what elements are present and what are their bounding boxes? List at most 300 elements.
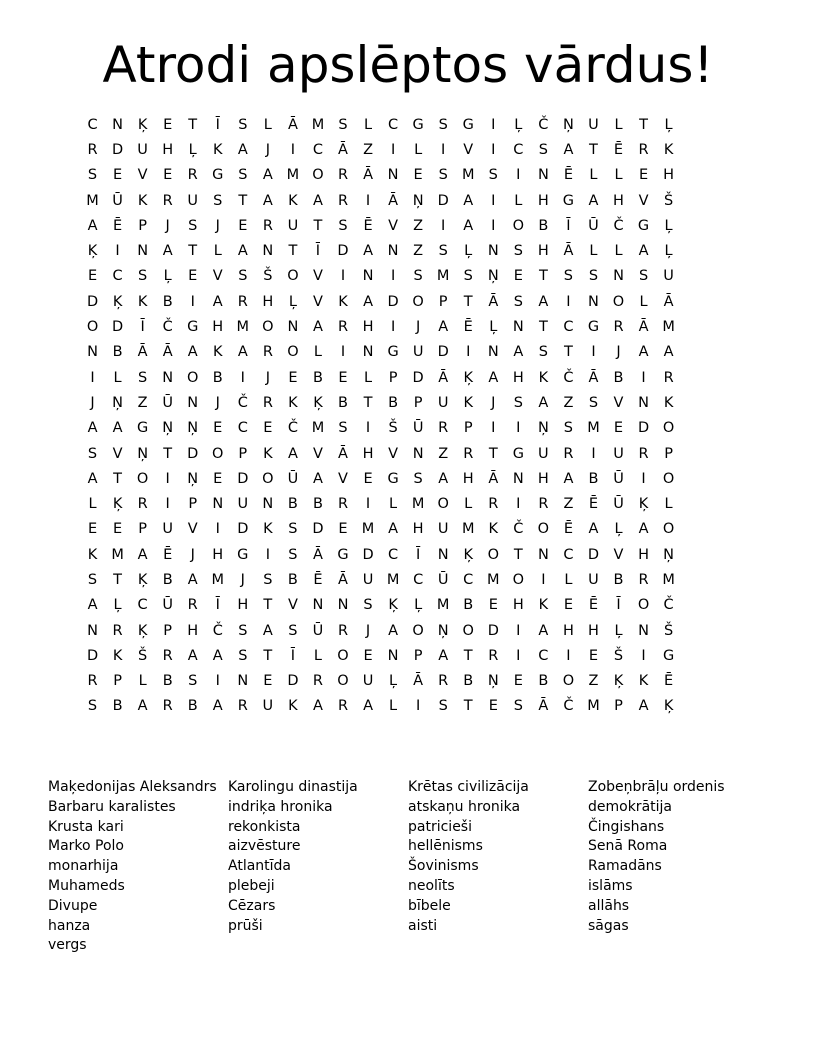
grid-letter[interactable]: Ū [112, 192, 123, 209]
grid-letter[interactable]: N [237, 673, 249, 690]
grid-letter[interactable]: R [488, 496, 499, 513]
grid-letter[interactable]: O [337, 647, 349, 664]
grid-letter[interactable]: Ņ [487, 268, 499, 285]
grid-letter[interactable]: M [386, 571, 400, 588]
grid-letter[interactable]: I [591, 344, 596, 361]
grid-letter[interactable]: A [262, 167, 273, 184]
grid-letter[interactable]: Ū [613, 470, 624, 487]
grid-letter[interactable]: T [113, 571, 122, 588]
grid-letter[interactable]: S [513, 243, 523, 260]
grid-letter[interactable]: P [163, 622, 173, 639]
grid-letter[interactable]: Ā [287, 116, 298, 133]
grid-letter[interactable]: I [215, 521, 220, 538]
grid-letter[interactable]: M [86, 192, 99, 209]
grid-letter[interactable]: Ā [538, 698, 549, 715]
grid-letter[interactable]: Ē [613, 141, 624, 158]
grid-letter[interactable]: H [613, 192, 624, 209]
grid-letter[interactable]: P [138, 521, 147, 538]
grid-letter[interactable]: P [138, 217, 147, 234]
grid-letter[interactable]: Ļ [389, 673, 398, 690]
grid-letter[interactable]: S [238, 622, 248, 639]
grid-letter[interactable]: R [187, 597, 198, 614]
grid-letter[interactable]: T [288, 243, 298, 260]
grid-letter[interactable]: E [613, 420, 624, 437]
grid-letter[interactable]: Z [137, 394, 148, 411]
grid-letter[interactable]: L [363, 116, 373, 133]
grid-letter[interactable]: D [437, 192, 449, 209]
grid-letter[interactable]: H [412, 521, 424, 538]
grid-letter[interactable]: Ķ [137, 622, 148, 639]
grid-letter[interactable]: A [638, 344, 649, 361]
grid-letter[interactable]: E [413, 167, 423, 184]
grid-letter[interactable]: Ē [664, 673, 674, 690]
grid-letter[interactable]: Ī [140, 319, 145, 336]
grid-letter[interactable]: D [111, 141, 124, 158]
grid-letter[interactable]: B [338, 394, 348, 411]
grid-letter[interactable]: V [212, 268, 223, 285]
grid-letter[interactable]: A [262, 192, 273, 209]
grid-letter[interactable]: O [512, 217, 525, 234]
grid-letter[interactable]: A [438, 319, 449, 336]
grid-letter[interactable]: N [162, 369, 174, 386]
grid-letter[interactable]: T [513, 546, 523, 563]
grid-letter[interactable]: R [162, 192, 173, 209]
grid-letter[interactable]: Ņ [162, 420, 174, 437]
grid-letter[interactable]: N [262, 243, 274, 260]
grid-letter[interactable]: Z [563, 496, 574, 513]
grid-letter[interactable]: K [288, 698, 298, 715]
grid-letter[interactable]: K [213, 344, 223, 361]
grid-letter[interactable]: I [491, 420, 496, 437]
grid-letter[interactable]: A [162, 243, 173, 260]
grid-letter[interactable]: A [237, 141, 248, 158]
grid-letter[interactable]: T [639, 116, 648, 133]
grid-letter[interactable]: M [286, 167, 300, 184]
grid-letter[interactable]: Ņ [663, 546, 675, 563]
grid-letter[interactable]: A [187, 647, 198, 664]
grid-letter[interactable]: U [187, 192, 199, 209]
grid-letter[interactable]: V [388, 217, 399, 234]
grid-letter[interactable]: A [287, 445, 298, 462]
grid-letter[interactable]: N [387, 243, 399, 260]
grid-letter[interactable]: E [338, 369, 348, 386]
grid-letter[interactable]: V [312, 293, 323, 310]
grid-letter[interactable]: A [638, 521, 649, 538]
grid-letter[interactable]: A [388, 622, 399, 639]
grid-letter[interactable]: O [487, 546, 499, 563]
grid-letter[interactable]: H [237, 597, 249, 614]
grid-letter[interactable]: Z [413, 243, 424, 260]
grid-letter[interactable]: P [413, 647, 423, 664]
grid-letter[interactable]: J [90, 394, 95, 411]
grid-letter[interactable]: A [212, 647, 223, 664]
grid-letter[interactable]: S [438, 167, 448, 184]
grid-letter[interactable]: R [237, 293, 248, 310]
grid-letter[interactable]: E [488, 698, 498, 715]
grid-letter[interactable]: Ķ [137, 571, 148, 588]
grid-letter[interactable]: V [312, 268, 323, 285]
grid-letter[interactable]: K [663, 394, 674, 411]
grid-letter[interactable]: U [162, 521, 173, 538]
grid-letter[interactable]: O [287, 268, 299, 285]
grid-letter[interactable]: P [238, 445, 248, 462]
grid-letter[interactable]: A [463, 217, 474, 234]
grid-letter[interactable]: Ī [290, 647, 296, 664]
grid-letter[interactable]: Ņ [187, 420, 199, 437]
grid-letter[interactable]: S [87, 698, 98, 715]
grid-letter[interactable]: N [112, 116, 123, 133]
grid-letter[interactable]: Ē [588, 597, 599, 614]
grid-letter[interactable]: M [662, 571, 675, 588]
grid-letter[interactable]: V [187, 521, 198, 538]
grid-letter[interactable]: I [591, 445, 596, 462]
grid-letter[interactable]: I [441, 141, 446, 158]
grid-letter[interactable]: G [662, 647, 675, 664]
grid-letter[interactable]: H [562, 622, 574, 639]
grid-letter[interactable]: S [238, 116, 248, 133]
grid-letter[interactable]: B [312, 496, 323, 513]
grid-letter[interactable]: A [363, 243, 373, 260]
grid-letter[interactable]: Ņ [412, 192, 424, 209]
grid-letter[interactable]: N [362, 268, 374, 285]
grid-letter[interactable]: A [137, 698, 148, 715]
grid-letter[interactable]: Ū [437, 571, 449, 588]
grid-letter[interactable]: T [263, 597, 273, 614]
grid-letter[interactable]: N [337, 597, 349, 614]
grid-letter[interactable]: P [413, 394, 423, 411]
grid-letter[interactable]: I [390, 268, 396, 285]
grid-letter[interactable]: L [589, 243, 598, 260]
grid-letter[interactable]: H [537, 470, 549, 487]
grid-letter[interactable]: S [338, 116, 348, 133]
grid-letter[interactable]: Ļ [614, 521, 623, 538]
grid-letter[interactable]: H [212, 319, 224, 336]
grid-letter[interactable]: J [415, 319, 421, 336]
grid-letter[interactable]: O [437, 496, 449, 513]
grid-letter[interactable]: U [588, 116, 599, 133]
grid-letter[interactable]: G [187, 319, 199, 336]
grid-letter[interactable]: Ņ [137, 445, 149, 462]
grid-letter[interactable]: Ņ [187, 470, 199, 487]
grid-letter[interactable]: A [388, 521, 399, 538]
grid-letter[interactable]: G [337, 546, 349, 563]
grid-letter[interactable]: Ļ [414, 597, 423, 614]
grid-letter[interactable]: S [513, 698, 523, 715]
grid-letter[interactable]: Č [563, 698, 574, 715]
grid-letter[interactable]: Ķ [112, 496, 123, 513]
grid-letter[interactable]: Ā [663, 293, 674, 310]
grid-letter[interactable]: E [263, 673, 273, 690]
grid-letter[interactable]: M [211, 571, 225, 588]
grid-letter[interactable]: K [338, 293, 348, 310]
grid-letter[interactable]: V [287, 597, 298, 614]
grid-letter[interactable]: O [412, 622, 424, 639]
grid-letter[interactable]: I [566, 293, 571, 310]
grid-letter[interactable]: Ā [338, 141, 348, 158]
grid-letter[interactable]: B [162, 571, 173, 588]
grid-letter[interactable]: B [588, 470, 599, 487]
grid-letter[interactable]: O [337, 673, 349, 690]
grid-letter[interactable]: I [365, 496, 371, 513]
grid-letter[interactable]: K [263, 521, 273, 538]
grid-letter[interactable]: E [338, 521, 348, 538]
grid-letter[interactable]: C [237, 420, 248, 437]
grid-letter[interactable]: A [212, 698, 223, 715]
grid-letter[interactable]: J [491, 394, 496, 411]
grid-letter[interactable]: B [112, 698, 123, 715]
grid-letter[interactable]: Ļ [288, 293, 297, 310]
grid-letter[interactable]: L [263, 116, 272, 133]
grid-letter[interactable]: M [461, 167, 475, 184]
grid-letter[interactable]: M [111, 546, 124, 563]
grid-letter[interactable]: S [288, 546, 298, 563]
grid-letter[interactable]: I [190, 293, 195, 310]
grid-letter[interactable]: N [387, 167, 399, 184]
grid-letter[interactable]: D [437, 344, 449, 361]
grid-letter[interactable]: D [237, 470, 249, 487]
grid-letter[interactable]: R [237, 698, 248, 715]
grid-letter[interactable]: A [563, 141, 574, 158]
grid-letter[interactable]: K [87, 546, 98, 563]
grid-letter[interactable]: V [112, 445, 123, 462]
grid-letter[interactable]: G [512, 445, 524, 462]
grid-letter[interactable]: N [187, 394, 199, 411]
grid-letter[interactable]: Ē [313, 571, 323, 588]
grid-letter[interactable]: H [362, 445, 374, 462]
grid-letter[interactable]: T [563, 344, 573, 361]
grid-letter[interactable]: Ī [616, 597, 621, 614]
grid-letter[interactable]: L [113, 369, 122, 386]
grid-letter[interactable]: J [190, 546, 195, 563]
grid-letter[interactable]: Ļ [664, 217, 673, 234]
grid-letter[interactable]: A [563, 470, 574, 487]
grid-letter[interactable]: I [441, 217, 446, 234]
grid-letter[interactable]: I [165, 496, 170, 513]
grid-letter[interactable]: M [411, 496, 425, 513]
grid-letter[interactable]: R [337, 496, 349, 513]
grid-letter[interactable]: Ļ [514, 116, 523, 133]
grid-letter[interactable]: S [588, 268, 599, 285]
grid-letter[interactable]: A [262, 622, 273, 639]
grid-letter[interactable]: B [613, 369, 624, 386]
grid-letter[interactable]: Š [138, 647, 148, 664]
grid-letter[interactable]: Š [663, 192, 674, 209]
grid-letter[interactable]: R [337, 622, 349, 639]
grid-letter[interactable]: E [263, 420, 273, 437]
grid-letter[interactable]: N [512, 470, 524, 487]
grid-letter[interactable]: Ņ [537, 420, 549, 437]
grid-letter[interactable]: U [362, 673, 374, 690]
grid-letter[interactable]: J [165, 217, 170, 234]
grid-letter[interactable]: E [238, 217, 248, 234]
grid-letter[interactable]: H [262, 293, 274, 310]
grid-letter[interactable]: S [438, 243, 448, 260]
grid-letter[interactable]: Š [663, 622, 674, 639]
grid-letter[interactable]: H [638, 546, 649, 563]
grid-letter[interactable]: B [538, 673, 549, 690]
grid-letter[interactable]: Ķ [663, 698, 674, 715]
grid-letter[interactable]: P [438, 293, 448, 310]
grid-letter[interactable]: N [638, 394, 649, 411]
grid-letter[interactable]: U [262, 698, 274, 715]
grid-letter[interactable]: U [538, 445, 549, 462]
grid-letter[interactable]: O [412, 293, 424, 310]
grid-letter[interactable]: G [412, 116, 424, 133]
grid-letter[interactable]: H [512, 597, 524, 614]
grid-letter[interactable]: C [513, 141, 524, 158]
grid-letter[interactable]: O [262, 470, 274, 487]
grid-letter[interactable]: Ē [563, 167, 573, 184]
grid-letter[interactable]: Ā [588, 369, 599, 386]
grid-letter[interactable]: Ū [613, 496, 624, 513]
grid-letter[interactable]: E [163, 116, 173, 133]
grid-letter[interactable]: Č [287, 420, 298, 437]
grid-letter[interactable]: I [390, 141, 396, 158]
grid-letter[interactable]: A [312, 470, 323, 487]
grid-letter[interactable]: C [413, 571, 424, 588]
grid-letter[interactable]: N [87, 622, 98, 639]
grid-letter[interactable]: E [588, 647, 599, 664]
grid-letter[interactable]: L [138, 673, 147, 690]
grid-letter[interactable]: D [487, 622, 499, 639]
grid-letter[interactable]: T [589, 141, 598, 158]
grid-letter[interactable]: H [187, 622, 199, 639]
grid-letter[interactable]: B [312, 369, 323, 386]
grid-letter[interactable]: S [288, 622, 298, 639]
grid-letter[interactable]: Ņ [437, 622, 449, 639]
grid-letter[interactable]: L [614, 167, 623, 184]
grid-letter[interactable]: Č [613, 217, 624, 234]
grid-letter[interactable]: Č [663, 597, 674, 614]
grid-letter[interactable]: Ā [338, 571, 348, 588]
grid-letter[interactable]: A [237, 243, 248, 260]
grid-letter[interactable]: M [436, 268, 450, 285]
grid-letter[interactable]: Ā [638, 319, 649, 336]
grid-letter[interactable]: A [538, 622, 549, 639]
grid-letter[interactable]: V [137, 167, 148, 184]
grid-letter[interactable]: C [538, 647, 549, 664]
grid-letter[interactable]: O [537, 521, 550, 538]
grid-letter[interactable]: M [361, 521, 375, 538]
grid-letter[interactable]: Ķ [613, 673, 624, 690]
grid-letter[interactable]: B [613, 571, 624, 588]
grid-letter[interactable]: I [340, 268, 346, 285]
grid-letter[interactable]: R [162, 647, 173, 664]
grid-letter[interactable]: Ķ [388, 597, 398, 614]
grid-letter[interactable]: Š [388, 420, 398, 437]
grid-letter[interactable]: Ā [363, 167, 373, 184]
grid-letter[interactable]: S [188, 673, 198, 690]
grid-letter[interactable]: I [415, 698, 421, 715]
grid-letter[interactable]: Ķ [463, 546, 473, 563]
grid-letter[interactable]: K [538, 597, 549, 614]
grid-letter[interactable]: H [663, 167, 675, 184]
grid-letter[interactable]: A [87, 217, 98, 234]
grid-letter[interactable]: O [212, 445, 224, 462]
grid-letter[interactable]: T [238, 192, 248, 209]
grid-letter[interactable]: D [237, 521, 249, 538]
grid-letter[interactable]: S [513, 394, 523, 411]
grid-letter[interactable]: Ā [137, 344, 148, 361]
grid-letter[interactable]: V [613, 394, 624, 411]
grid-letter[interactable]: Ī [215, 116, 220, 133]
grid-letter[interactable]: I [641, 470, 646, 487]
grid-letter[interactable]: S [338, 217, 348, 234]
grid-letter[interactable]: O [637, 597, 650, 614]
grid-letter[interactable]: S [438, 698, 448, 715]
grid-letter[interactable]: C [137, 597, 148, 614]
grid-letter[interactable]: M [587, 698, 600, 715]
grid-letter[interactable]: L [88, 496, 97, 513]
grid-letter[interactable]: M [587, 420, 600, 437]
grid-letter[interactable]: T [113, 470, 122, 487]
grid-letter[interactable]: B [187, 698, 198, 715]
grid-letter[interactable]: Ī [415, 546, 421, 563]
grid-letter[interactable]: Ļ [614, 622, 623, 639]
grid-letter[interactable]: J [215, 394, 220, 411]
grid-letter[interactable]: M [236, 319, 250, 336]
grid-letter[interactable]: S [263, 571, 273, 588]
grid-letter[interactable]: O [512, 571, 525, 588]
grid-letter[interactable]: T [363, 394, 373, 411]
grid-letter[interactable]: G [387, 344, 399, 361]
grid-letter[interactable]: R [337, 698, 349, 715]
grid-letter[interactable]: Ā [488, 293, 499, 310]
grid-letter[interactable]: V [388, 445, 399, 462]
grid-letter[interactable]: S [513, 293, 523, 310]
grid-letter[interactable]: D [187, 445, 199, 462]
grid-letter[interactable]: Ķ [463, 369, 473, 386]
grid-letter[interactable]: V [338, 470, 348, 487]
grid-letter[interactable]: Ē [112, 217, 123, 234]
grid-letter[interactable]: I [541, 571, 546, 588]
grid-letter[interactable]: O [287, 344, 299, 361]
grid-letter[interactable]: Ķ [137, 116, 148, 133]
grid-letter[interactable]: S [338, 420, 348, 437]
grid-letter[interactable]: L [639, 293, 648, 310]
grid-letter[interactable]: N [137, 243, 149, 260]
grid-letter[interactable]: N [87, 344, 98, 361]
grid-letter[interactable]: T [188, 243, 198, 260]
grid-letter[interactable]: N [537, 167, 549, 184]
grid-letter[interactable]: U [237, 496, 249, 513]
grid-letter[interactable]: D [587, 546, 600, 563]
grid-letter[interactable]: S [563, 268, 574, 285]
grid-letter[interactable]: R [162, 698, 173, 715]
grid-letter[interactable]: R [337, 167, 349, 184]
grid-letter[interactable]: A [112, 420, 123, 437]
grid-letter[interactable]: E [188, 268, 198, 285]
grid-letter[interactable]: G [237, 546, 249, 563]
grid-letter[interactable]: B [463, 597, 474, 614]
grid-letter[interactable]: N [537, 546, 549, 563]
grid-letter[interactable]: E [513, 673, 523, 690]
grid-letter[interactable]: U [613, 445, 624, 462]
grid-letter[interactable]: H [512, 369, 524, 386]
grid-letter[interactable]: N [412, 445, 424, 462]
grid-letter[interactable]: K [263, 445, 273, 462]
grid-letter[interactable]: S [138, 369, 148, 386]
grid-letter[interactable]: Ū [412, 420, 424, 437]
grid-letter[interactable]: L [389, 698, 398, 715]
grid-letter[interactable]: Ē [163, 546, 173, 563]
grid-letter[interactable]: B [538, 217, 549, 234]
grid-letter[interactable]: M [461, 521, 475, 538]
grid-letter[interactable]: R [638, 571, 649, 588]
grid-letter[interactable]: M [436, 597, 450, 614]
grid-letter[interactable]: J [365, 622, 371, 639]
grid-letter[interactable]: Ļ [664, 116, 673, 133]
